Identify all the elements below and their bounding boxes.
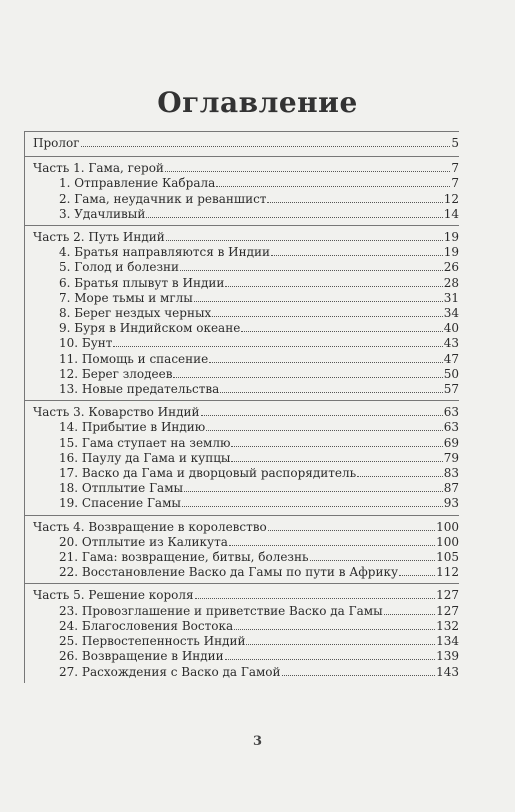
entry-page: 5 [451, 136, 459, 150]
page-number: 3 [252, 734, 263, 749]
entry-page: 40 [443, 321, 459, 336]
dot-leader [146, 216, 442, 218]
entry-page: 132 [436, 618, 459, 633]
toc-entry[interactable] [33, 136, 459, 151]
dot-leader [225, 285, 442, 287]
entry-label: 4. Братья направляются в Индии [59, 245, 271, 260]
toc-chapter-entry[interactable] [33, 665, 459, 680]
entry-label: Часть 3. Коварство Индий [33, 405, 200, 420]
entry-label: 2. Гама, неудачник и реваншист [59, 191, 267, 206]
entry-label: 14. Прибытие в Индию [59, 420, 206, 435]
entry-page: 57 [443, 382, 459, 397]
dot-leader [357, 475, 443, 477]
entry-label: Часть 4. Возвращение в королевство [33, 519, 267, 534]
dot-leader [246, 643, 435, 645]
dot-leader [206, 429, 442, 431]
entry-page: 19 [443, 245, 459, 260]
dot-leader [194, 300, 443, 302]
dot-leader [182, 505, 443, 507]
toc-chapter-entry[interactable] [33, 260, 459, 275]
toc-chapter-entry[interactable] [33, 550, 459, 565]
entry-label: 25. Первостепенность Индий [59, 634, 246, 649]
toc-part-heading[interactable] [33, 520, 459, 535]
entry-page: 105 [436, 550, 459, 565]
entry-page: 7 [451, 176, 459, 191]
dot-leader [195, 597, 436, 599]
entry-label: 15. Гама ступает на землю [59, 435, 231, 450]
page-title: Оглавление [157, 86, 358, 119]
toc-chapter-entry[interactable] [33, 207, 459, 222]
toc-chapter-entry[interactable] [33, 291, 459, 306]
dot-leader [209, 361, 442, 363]
dot-leader [384, 613, 435, 615]
entry-page: 12 [443, 191, 459, 206]
toc-part-heading[interactable] [33, 588, 459, 603]
entry-label: 24. Благословения Востока [59, 618, 234, 633]
dot-leader [229, 544, 435, 546]
entry-label: Часть 1. Гама, герой [33, 161, 164, 176]
entry-page: 100 [436, 534, 459, 549]
entry-label: 19. Спасение Гамы [59, 496, 181, 511]
dot-leader [201, 414, 443, 416]
toc-chapter-entry[interactable] [33, 336, 459, 351]
toc-chapter-entry[interactable] [33, 176, 459, 191]
entry-page: 28 [443, 275, 459, 290]
toc-chapter-entry[interactable] [33, 619, 459, 634]
toc-chapter-entry[interactable] [33, 649, 459, 664]
toc-prologue [25, 131, 459, 156]
entry-label: 26. Возвращение в Индии [59, 649, 224, 664]
dot-leader [282, 674, 436, 676]
entry-label: 10. Бунт [59, 336, 113, 351]
dot-leader [310, 559, 436, 561]
dot-leader [166, 239, 443, 241]
toc-chapter-entry[interactable] [33, 321, 459, 336]
toc-chapter-entry[interactable] [33, 565, 459, 580]
dot-leader [268, 529, 435, 531]
entry-label: 1. Отправление Кабрала [59, 176, 216, 191]
toc-chapter-entry[interactable] [33, 451, 459, 466]
entry-label: 21. Гама: возвращение, битвы, болезнь [59, 550, 309, 565]
entry-page: 134 [436, 634, 459, 649]
entry-page: 47 [443, 351, 459, 366]
dot-leader [399, 574, 435, 576]
entry-page: 127 [436, 588, 459, 603]
dot-leader [241, 330, 442, 332]
dot-leader [184, 490, 443, 492]
toc-chapter-entry[interactable] [33, 436, 459, 451]
toc-chapter-entry[interactable] [33, 496, 459, 511]
dot-leader [212, 315, 442, 317]
entry-label: 13. Новые предательства [59, 382, 220, 397]
toc-chapter-entry[interactable] [33, 192, 459, 207]
toc-chapter-entry[interactable] [33, 352, 459, 367]
entry-page: 83 [443, 466, 459, 481]
entry-page: 127 [436, 603, 459, 618]
entry-page: 143 [436, 664, 459, 679]
toc-chapter-entry[interactable] [33, 466, 459, 481]
toc-part-3 [25, 400, 459, 514]
toc-chapter-entry[interactable] [33, 382, 459, 397]
toc-chapter-entry[interactable] [33, 420, 459, 435]
dot-leader [231, 460, 442, 462]
entry-label: 16. Паулу да Гама и купцы [59, 450, 231, 465]
entry-label: 7. Море тьмы и мглы [59, 290, 193, 305]
toc-part-heading[interactable] [33, 230, 459, 245]
entry-page: 112 [436, 565, 459, 580]
entry-page: 93 [443, 496, 459, 511]
entry-label: 17. Васко да Гама и дворцовый распорядитель [59, 466, 357, 481]
entry-label: 3. Удачливый [59, 206, 146, 221]
entry-page: 100 [436, 519, 459, 534]
entry-label: 22. Восстановление Васко да Гамы по пути в Африку [59, 565, 399, 580]
dot-leader [113, 345, 442, 347]
dot-leader [220, 391, 442, 393]
dot-leader [165, 170, 450, 172]
toc-chapter-entry[interactable] [33, 634, 459, 649]
toc-part-heading[interactable] [33, 161, 459, 176]
entry-label: 9. Буря в Индийском океане [59, 321, 241, 336]
entry-label: 6. Братья плывут в Индии [59, 275, 225, 290]
toc-chapter-entry[interactable] [33, 306, 459, 321]
dot-leader [271, 254, 443, 256]
entry-label: 27. Расхождения с Васко да Гамой [59, 664, 281, 679]
toc-chapter-entry[interactable] [33, 276, 459, 291]
toc-part-5 [25, 583, 459, 682]
toc-part-heading[interactable] [33, 405, 459, 420]
toc-chapter-entry[interactable] [33, 481, 459, 496]
toc-chapter-entry[interactable] [33, 367, 459, 382]
entry-label: 8. Берег нездых черных [59, 306, 212, 321]
entry-page: 69 [443, 435, 459, 450]
entry-page: 34 [443, 306, 459, 321]
dot-leader [216, 185, 450, 187]
entry-page: 19 [443, 230, 459, 245]
entry-page: 139 [436, 649, 459, 664]
toc-part-1 [25, 156, 459, 225]
entry-page: 50 [443, 366, 459, 381]
entry-page: 63 [443, 420, 459, 435]
entry-page: 14 [443, 206, 459, 221]
entry-page: 79 [443, 450, 459, 465]
table-of-contents [24, 131, 459, 683]
dot-leader [173, 376, 442, 378]
entry-label: 23. Провозглашение и приветствие Васко да Гамы [59, 603, 383, 618]
toc-chapter-entry[interactable] [33, 535, 459, 550]
entry-page: 7 [451, 161, 459, 176]
toc-chapter-entry[interactable] [33, 604, 459, 619]
entry-label: 12. Берег злодеев [59, 366, 173, 381]
entry-page: 87 [443, 481, 459, 496]
dot-leader [231, 445, 442, 447]
toc-chapter-entry[interactable] [33, 245, 459, 260]
entry-page: 31 [443, 290, 459, 305]
toc-part-2 [25, 225, 459, 400]
entry-label: Часть 2. Путь Индий [33, 230, 165, 245]
entry-page: 63 [443, 405, 459, 420]
dot-leader [267, 201, 442, 203]
entry-page: 26 [443, 260, 459, 275]
entry-page: 43 [443, 336, 459, 351]
dot-leader [180, 269, 443, 271]
entry-label: 5. Голод и болезни [59, 260, 180, 275]
toc-part-4 [25, 515, 459, 584]
entry-label: Часть 5. Решение короля [33, 588, 194, 603]
entry-label: 20. Отплытие из Каликута [59, 534, 228, 549]
entry-label: 11. Помощь и спасение [59, 351, 209, 366]
dot-leader [225, 658, 435, 660]
dot-leader [234, 628, 435, 630]
entry-label: 18. Отплытие Гамы [59, 481, 184, 496]
entry-label: Пролог [33, 136, 80, 150]
dot-leader [81, 145, 451, 147]
